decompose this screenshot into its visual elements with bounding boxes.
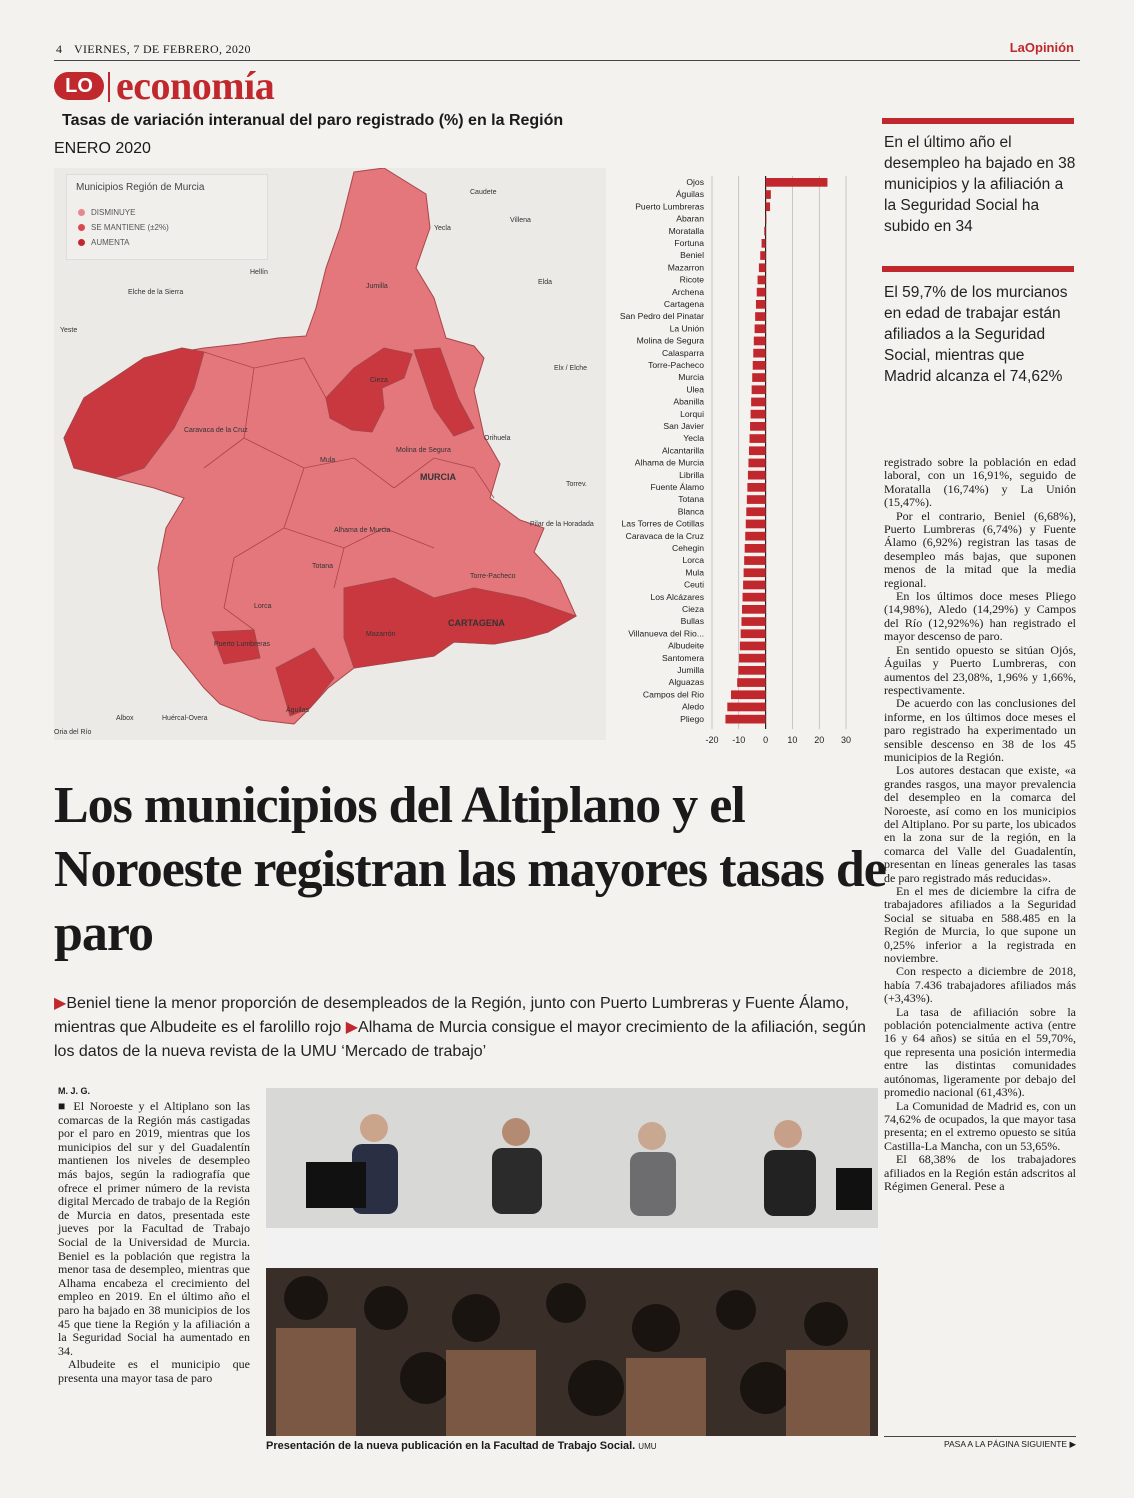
map-label: Hellín [250, 269, 268, 276]
category-label: Alcantarilla [661, 445, 704, 456]
bar [746, 507, 765, 516]
event-photo [266, 1088, 878, 1436]
category-label: Archena [671, 286, 704, 297]
x-tick-label: 0 [763, 735, 769, 745]
category-label: Totana [678, 494, 704, 505]
category-label: Aledo [682, 701, 704, 712]
map-label: Villena [510, 217, 531, 224]
bar [748, 459, 765, 468]
category-label: Cieza [682, 604, 704, 614]
section-logo: LO [54, 72, 104, 100]
map-label: Molina de Segura [396, 447, 451, 454]
subhead-2: Alhama de Murcia consigue el mayor crecimiento de la afiliación, según los datos de la nueva revista de la UMU ‘Mercado de trabajo’ [54, 1019, 866, 1060]
map-label: Lorca [254, 603, 272, 610]
bar [750, 434, 766, 443]
category-label: Puerto Lumbreras [635, 201, 704, 212]
bar [756, 300, 766, 309]
bar [741, 629, 766, 638]
category-label: Ojos [686, 177, 704, 187]
bar [755, 312, 765, 321]
category-label: Blanca [677, 506, 704, 517]
category-label: Torre-Pacheco [648, 360, 704, 370]
subhead [54, 992, 874, 1064]
x-tick-label: -20 [705, 735, 719, 745]
legend-item: SE MANTIENE (±2%) [78, 223, 169, 232]
map-label: Yeste [60, 327, 78, 334]
subhead-1: Beniel tiene la menor proporción de desempleados de la Región, junto con Puerto Lumbreras y Fuente Álamo, mientras que Albudeite es el farolillo rojo [54, 995, 849, 1036]
map-label: MURCIA [420, 472, 456, 482]
bar [753, 361, 766, 370]
category-label: Murcia [678, 372, 704, 383]
map-label: CARTAGENA [448, 618, 505, 628]
category-label: Lorqui [680, 408, 704, 419]
bar-chart [600, 168, 862, 748]
bar [760, 251, 765, 260]
bar [766, 190, 771, 199]
chart-subtitle: ENERO 2020 [54, 140, 151, 157]
legend-item: DISMINUYE [78, 208, 135, 217]
map-label: Águilas [286, 707, 309, 714]
bar [743, 581, 766, 590]
category-label: Molina de Segura [636, 335, 704, 346]
paragraph: En el mes de diciembre la cifra de trabajadores afiliados a la Seguridad Social se situaba en 588.485 en la Región de Murcia, lo que supone un 0,25% inferior a la registrada en noviembre. [884, 884, 1076, 966]
map-label: Mula [320, 457, 336, 464]
map-label: Albox [116, 715, 134, 722]
category-label: Pliego [680, 713, 704, 724]
paragraph: ■ El Noroeste y el Altiplano son las comarcas de la Región más castigadas por el paro en 2019, mientras que los municipios del sur y del Guadalentín mantienen los niveles de desempleo más bajos, según la radiografía que ofrece el primer número de la revista digital Mercado de trabajo de la Región de Murcia en datos, presentada este jueves por la Facultad de Trabajo Social de la Universidad de Murcia. Beniel es la población que registra la menor tasa de desempleo, mientras que Alhama encabeza el crecimiento del empleo en 2019. En el último año el paro ha bajado en 38 municipios de los 45 que tiene la Región y la afiliación a la Seguridad Social ha aumentado en 34. [58, 1099, 251, 1358]
paragraph: Los autores destacan que existe, «a grandes rasgos, una mayor prevalencia del desempleo en la comarca del Noroeste, así como en los municipios del Altiplano. Por su parte, los ubicados en la zona sur de la región, en la comarca del Valle del Guadalentín, presentan en líneas generales las tasas de paro registrado más reducidas». [884, 763, 1076, 885]
category-label: Fuente Álamo [650, 482, 704, 492]
category-label: Ulea [686, 384, 704, 395]
category-label: San Pedro del Pinatar [619, 311, 704, 322]
map-label: Torre-Pacheco [470, 573, 516, 580]
category-label: Caravaca de la Cruz [625, 530, 704, 541]
bar [731, 690, 766, 699]
x-tick-label: 20 [814, 735, 825, 745]
category-label: Mazarron [667, 262, 704, 273]
byline: M. J. G. [58, 1086, 91, 1096]
map-label: Orihuela [484, 435, 511, 442]
highlight-rule [882, 118, 1074, 124]
category-label: Alhama de Murcia [634, 457, 704, 468]
category-label: Mula [685, 567, 704, 578]
bar [747, 495, 766, 504]
photo-credit: UMU [638, 1442, 657, 1451]
category-label: Beniel [680, 250, 704, 261]
bar [739, 654, 766, 663]
category-label: San Javier [663, 421, 704, 431]
bar [737, 678, 765, 687]
map-label: Oria del Río [54, 729, 92, 736]
paragraph: registrado sobre la población en edad laboral, con un 16,91%, seguido de Moratalla (16,74%) y La Unión (15,47%). [884, 455, 1076, 510]
bar [766, 202, 770, 211]
bar [757, 288, 766, 297]
category-label: Yecla [683, 433, 704, 444]
highlight-1: En el último año el desempleo ha bajado en 38 municipios y la afiliación a la Seguridad Social ha subido en 34 [884, 134, 1076, 235]
category-label: Los Alcázares [650, 591, 704, 602]
top-rule [54, 60, 1080, 61]
next-page-link[interactable]: PASA A LA PÁGINA SIGUIENTE ▶ [884, 1436, 1076, 1450]
bar [749, 446, 766, 455]
bar [759, 263, 766, 272]
paragraph: Con respecto a diciembre de 2018, había 7.436 trabajadores afiliados más (+3,43%). [884, 964, 1076, 1006]
legend-swatch [78, 224, 85, 231]
category-label: Calasparra [661, 347, 704, 358]
body-column-right [884, 456, 1076, 1193]
paragraph: En los últimos doce meses Pliego (14,98%), Aledo (14,29%) y Campos del Río (12,92%%) han registrado el mayor descenso de paro. [884, 589, 1076, 644]
bar [751, 398, 765, 407]
category-label: Villanueva del Rio... [628, 628, 704, 639]
paragraph: La Comunidad de Madrid es, con un 74,62% de ocupados, la que mayor tasa presenta; en el extremo opuesto se sitúa Castilla-La Mancha, con un 53,65%. [884, 1098, 1076, 1153]
category-label: Jumilla [677, 665, 704, 675]
category-label: Bullas [680, 616, 704, 627]
bar [748, 471, 766, 480]
bar [727, 703, 765, 712]
category-label: Moratalla [668, 225, 704, 236]
category-label: Ricote [679, 274, 704, 285]
category-label: Abaran [676, 213, 704, 224]
bar [753, 349, 765, 358]
photo-caption: Presentación de la nueva publicación en la Facultad de Trabajo Social. UMU [266, 1440, 657, 1452]
newspaper-name: LaOpinión [1009, 40, 1074, 55]
map-label: Caravaca de la Cruz [184, 427, 248, 434]
paragraph: Albudeite es el municipio que presenta una mayor tasa de paro [58, 1357, 250, 1385]
paragraph: En sentido opuesto se sitúan Ojós, Águilas y Puerto Lumbreras, con aumentos del 23,08%, 1,96% y 1,66%, respectivamente. [884, 642, 1076, 697]
bar [747, 483, 765, 492]
bar [742, 605, 766, 614]
highlight-2: El 59,7% de los murcianos en edad de trabajar están afiliados a la Seguridad Social, mientras que Madrid alcanza el 74,62% [884, 284, 1068, 385]
page-number: 4 [56, 42, 62, 56]
map-label: Pilar de la Horadada [530, 521, 594, 528]
bar [764, 227, 765, 236]
category-label: Cartagena [663, 299, 704, 309]
section-divider [108, 72, 110, 102]
bar [738, 666, 765, 675]
chart-title: Tasas de variación interanual del paro registrado (%) en la Región [62, 112, 564, 129]
category-label: Lorca [682, 555, 704, 566]
x-tick-label: 30 [840, 735, 852, 745]
bar [766, 178, 828, 187]
bar [741, 617, 765, 626]
paragraph: El 68,38% de los trabajadores afiliados en la Región están adscritos al Régimen General. Pese a [884, 1152, 1076, 1193]
bar [740, 642, 766, 651]
category-label: Librilla [679, 469, 704, 480]
bar [766, 215, 767, 224]
x-tick-label: 10 [787, 735, 798, 745]
bar [744, 556, 765, 565]
category-label: Águilas [675, 189, 704, 200]
paragraph: Por el contrario, Beniel (6,68%), Puerto Lumbreras (6,74%) y Fuente Álamo (6,92%) registran las tasas de desempleo más bajas, que suponen menos de la mitad que la media regional. [884, 508, 1076, 590]
map-label: Elche de la Sierra [128, 289, 184, 296]
category-label: Fortuna [674, 238, 704, 248]
map-label: Mazarrón [366, 631, 396, 638]
map-label: Caudete [470, 189, 497, 196]
map-label: Yecla [434, 225, 451, 232]
section-title: economía [116, 63, 275, 108]
bar [758, 276, 766, 285]
legend-swatch [78, 239, 85, 246]
bar [752, 385, 766, 394]
category-label: Albudeite [668, 640, 704, 651]
map-label: Cieza [370, 377, 388, 384]
map-legend-title: Municipios Región de Murcia [76, 182, 205, 193]
category-label: Abanilla [673, 396, 704, 407]
legend-item: AUMENTA [78, 238, 130, 247]
bar [725, 715, 765, 724]
x-tick-label: -10 [732, 735, 746, 745]
bar [752, 373, 765, 382]
legend-swatch [78, 209, 85, 216]
bar [751, 410, 766, 419]
category-label: La Unión [669, 323, 704, 334]
map-label: Elx / Elche [554, 365, 588, 372]
highlight-rule [882, 266, 1074, 272]
category-label: Alguazas [668, 677, 704, 688]
bar [745, 544, 766, 553]
body-column-1 [58, 1100, 250, 1385]
category-label: Cehegin [671, 543, 704, 553]
map-label: Puerto Lumbreras [214, 641, 271, 648]
bar [745, 532, 765, 541]
category-label: Las Torres de Cotillas [621, 518, 704, 529]
bar [746, 520, 766, 529]
bar [750, 422, 766, 431]
paragraph: De acuerdo con las conclusiones del informe, en los últimos doce meses el paro registrado ha experimentado un sensible descenso en 38 de los 45 municipios de la Región. [884, 696, 1076, 764]
triangle-icon: ▶ [345, 1019, 359, 1036]
bar [744, 568, 766, 577]
paragraph: La tasa de afiliación sobre la población potencialmente activa (entre 16 y 64 años) se sitúa en el 59,70%, que representa una posición intermedia entre las distintas comunidades autónomas, ligeramente por debajo del promedio nacional (61,43%). [884, 1004, 1076, 1100]
headline: Los municipios del Altiplano y el Noroeste registran las mayores tasas de paro [54, 777, 886, 962]
triangle-icon: ▶ [54, 995, 67, 1012]
map-label: Huércal-Overa [162, 715, 208, 722]
bar [755, 324, 766, 333]
category-label: Santomera [661, 652, 704, 663]
map-label: Alhama de Murcia [334, 527, 391, 534]
category-label: Ceuti [683, 579, 704, 590]
square-icon: ■ [58, 1099, 68, 1113]
category-label: Campos del Rio [642, 689, 704, 700]
map-label: Elda [538, 279, 553, 286]
bar [762, 239, 766, 248]
map-label: Jumilla [366, 283, 388, 290]
bar [743, 593, 766, 602]
bar [754, 337, 766, 346]
issue-date: VIERNES, 7 DE FEBRERO, 2020 [74, 42, 251, 56]
map-label: Totana [312, 563, 334, 570]
map-label: Torrev. [566, 481, 587, 488]
